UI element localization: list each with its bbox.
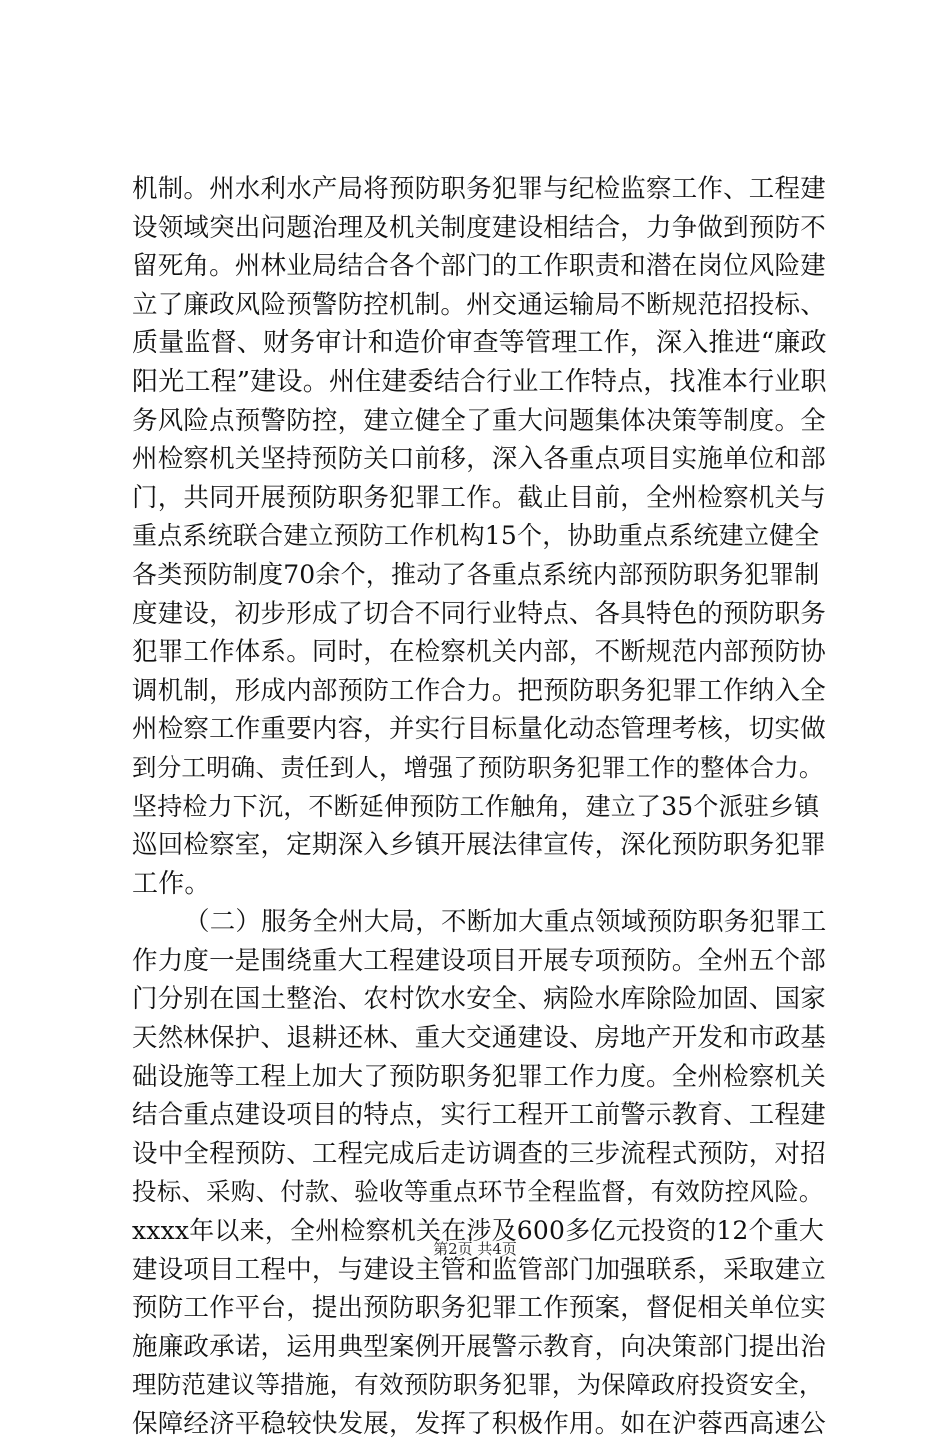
text-line: 巡回检察室，定期深入乡镇开展法律宣传，深化预防职务犯罪 bbox=[132, 830, 826, 861]
text-line: 立了廉政风险预警防控机制。州交通运输局不断规范招投标、 bbox=[132, 289, 826, 320]
text-line: 门分别在国土整治、农村饮水安全、病险水库除险加固、国家 bbox=[132, 984, 826, 1015]
text-line: xxxx年以来，全州检察机关在涉及600多亿元投资的12个重大 bbox=[132, 1216, 825, 1246]
text-line: 天然林保护、退耕还林、重大交通建设、房地产开发和市政基 bbox=[132, 1023, 826, 1054]
text-line: 州检察机关坚持预防关口前移，深入各重点项目实施单位和部 bbox=[132, 444, 826, 475]
text-line: 坚持检力下沉，不断延伸预防工作触角，建立了35个派驻乡镇 bbox=[132, 791, 820, 821]
text-line: 度建设，初步形成了切合不同行业特点、各具特色的预防职务 bbox=[132, 598, 826, 629]
text-line: 工作。 bbox=[132, 868, 211, 899]
text-line: 留死角。州林业局结合各个部门的工作职责和潜在岗位风险建 bbox=[132, 251, 826, 282]
text-line: 质量监督、财务审计和造价审查等管理工作，深入推进“廉政 bbox=[132, 328, 827, 359]
text-line-indented: （二）服务全州大局，不断加大重点领域预防职务犯罪工 bbox=[184, 907, 827, 938]
text-line: 施廉政承诺，运用典型案例开展警示教育，向决策部门提出治 bbox=[132, 1331, 826, 1362]
text-line: 调机制，形成内部预防工作合力。把预防职务犯罪工作纳入全 bbox=[132, 675, 826, 706]
text-line: 州检察工作重要内容，并实行目标量化动态管理考核，切实做 bbox=[132, 714, 826, 745]
text-line: 设领域突出问题治理及机关制度建设相结合，力争做到预防不 bbox=[132, 212, 826, 243]
text-line: 各类预防制度70余个，推动了各重点系统内部预防职务犯罪制 bbox=[132, 559, 820, 589]
text-line: 础设施等工程上加大了预防职务犯罪工作力度。全州检察机关 bbox=[132, 1061, 826, 1092]
text-line: 犯罪工作体系。同时，在检察机关内部，不断规范内部预防协 bbox=[132, 637, 826, 668]
text-line: 门，共同开展预防职务犯罪工作。截止目前，全州检察机关与 bbox=[132, 482, 826, 513]
text-line: 作力度一是围绕重大工程建设项目开展专项预防。全州五个部 bbox=[132, 945, 826, 976]
text-line: 务风险点预警防控，建立健全了重大问题集体决策等制度。全 bbox=[132, 405, 826, 436]
text-line: 设中全程预防、工程完成后走访调查的三步流程式预防，对招 bbox=[132, 1138, 826, 1169]
text-line: 投标、采购、付款、验收等重点环节全程监督，有效防控风险。 bbox=[132, 1177, 824, 1207]
text-line: 重点系统联合建立预防工作机构15个，协助重点系统建立健全 bbox=[132, 521, 820, 551]
page-footer: 第2页 共4页 bbox=[433, 1240, 517, 1258]
text-line: 结合重点建设项目的特点，实行工程开工前警示教育、工程建 bbox=[132, 1100, 826, 1131]
text-line: 机制。州水利水产局将预防职务犯罪与纪检监察工作、工程建 bbox=[132, 174, 826, 204]
text-line: 预防工作平台，提出预防职务犯罪工作预案，督促相关单位实 bbox=[132, 1293, 826, 1324]
text-line: 到分工明确、责任到人，增强了预防职务犯罪工作的整体合力。 bbox=[132, 752, 824, 782]
text-line: 保障经济平稳较快发展，发挥了积极作用。如在沪蓉西高速公 bbox=[132, 1409, 826, 1439]
text-line: 阳光工程”建设。州住建委结合行业工作特点，找准本行业职 bbox=[132, 366, 827, 397]
text-line: 理防范建议等措施，有效预防职务犯罪，为保障政府投资安全， bbox=[132, 1370, 824, 1400]
text-line: 建设项目工程中，与建设主管和监管部门加强联系，采取建立 bbox=[132, 1254, 826, 1285]
